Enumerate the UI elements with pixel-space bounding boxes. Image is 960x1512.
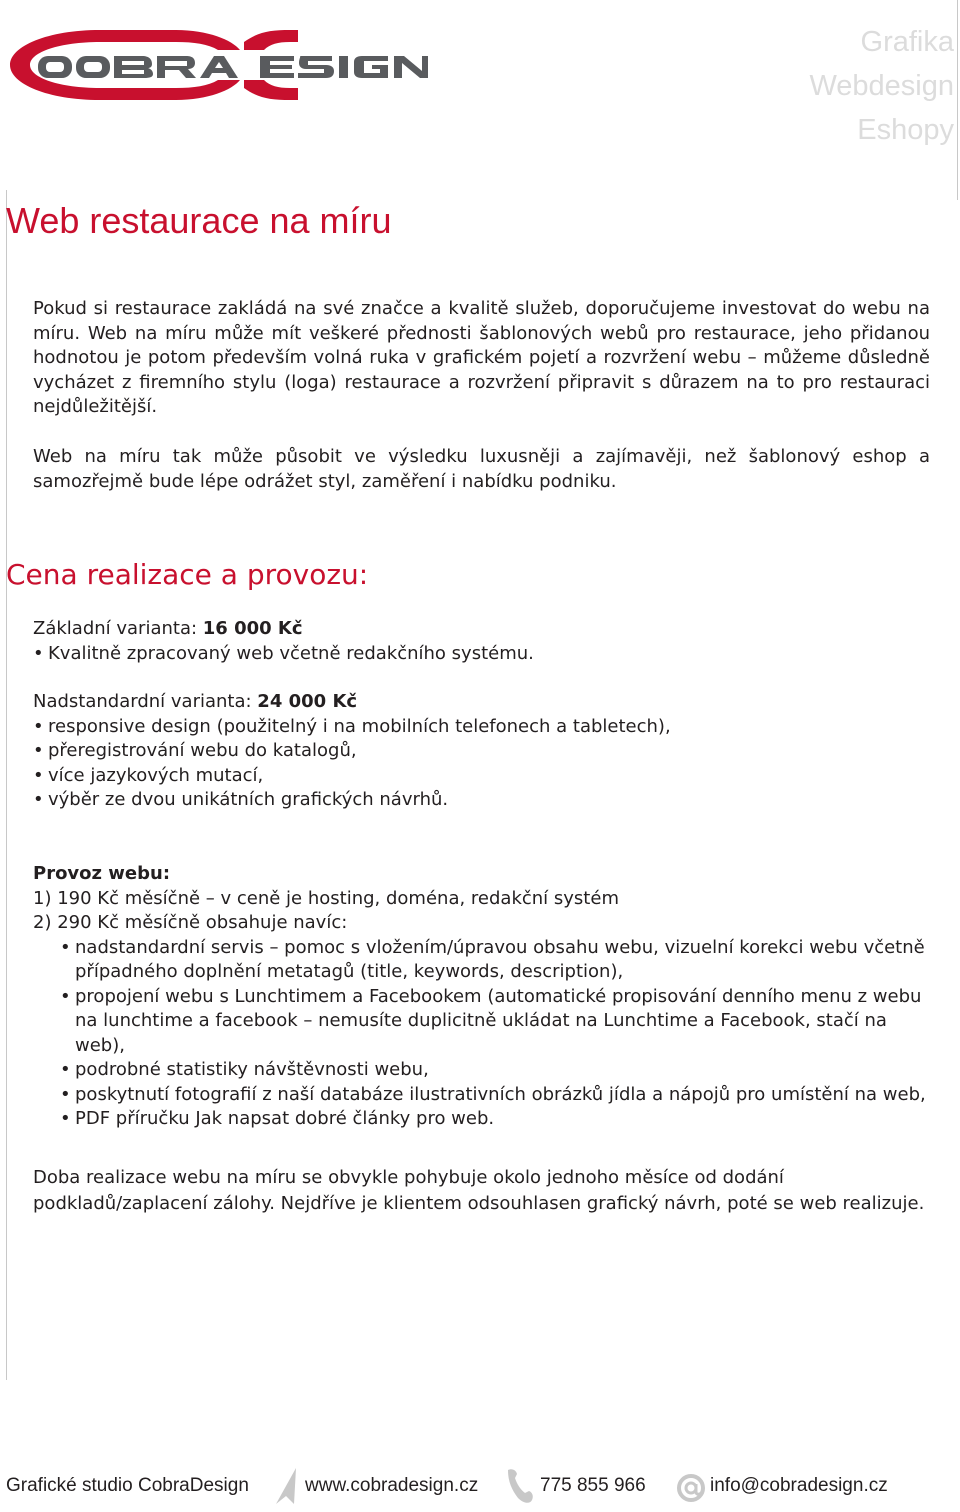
premium-variant-line (33, 690, 933, 715)
arrow-cursor-icon (272, 1464, 302, 1512)
footer-phone[interactable]: 775 855 966 (540, 1475, 646, 1496)
list-item: • responsive design (použitelný i na mobilních telefonech a tabletech), (33, 715, 933, 740)
phone-handset-icon (504, 1464, 534, 1512)
operations-option-2: 2) 290 Kč měsíčně obsahuje navíc: (33, 912, 348, 933)
list-item: • přeregistrování webu do katalogů, (33, 739, 933, 764)
list-item: • více jazykových mutací, (33, 764, 933, 789)
list-item: • výběr ze dvou unikátních grafických návrhů. (33, 788, 933, 813)
list-item: • propojení webu s Lunchtimem a Facebookem (automatické propisování denního menu z webu na lunchtime a facebook – nemusíte duplicitně ukládat na Lunchtime a Facebook, stačí na web), (33, 985, 933, 1059)
list-item: • Kvalitně zpracovaný web včetně redakčního systému. (33, 642, 933, 667)
list-item: • podrobné statistiky návštěvnosti webu, (33, 1058, 933, 1083)
operations-list (33, 936, 933, 1132)
footer-email[interactable]: info@cobradesign.cz (710, 1475, 888, 1496)
footer-studio-name: Grafické studio CobraDesign (6, 1475, 249, 1496)
operations-option-1: 1) 190 Kč měsíčně – v ceně je hosting, doména, redakční systém (33, 887, 619, 909)
right-divider-line (957, 0, 958, 200)
premium-variant-price: 24 000 Kč (257, 691, 358, 712)
intro-paragraph-2: Web na míru tak může působit ve výsledku luxusněji a zajímavěji, než šablonový eshop a samozřejmě bude lépe odrážet styl, zaměření i nabídku podniku. (33, 446, 930, 492)
list-item: • poskytnutí fotografií z naší databáze ilustrativních obrázků jídla a nápojů pro umístění na web, (33, 1083, 933, 1108)
list-item: • PDF příručku Jak napsat dobré články pro web. (33, 1107, 933, 1132)
basic-variant (33, 617, 933, 666)
list-item: • nadstandardní servis – pomoc s vložením/úpravou obsahu webu, vizuelní korekci webu včetně případného doplnění metatagů (title, keywords, description), (33, 936, 933, 985)
basic-variant-price: 16 000 Kč (202, 618, 303, 639)
at-sign-icon (676, 1464, 706, 1512)
premium-variant-label: Nadstandardní varianta: (33, 691, 258, 712)
basic-variant-list (33, 642, 933, 667)
cobradesign-logo[interactable] (8, 28, 428, 102)
basic-variant-line (33, 617, 933, 642)
tagline-webdesign: Webdesign (809, 70, 954, 102)
footer-web-link[interactable]: www.cobradesign.cz (305, 1475, 479, 1496)
closing-paragraph: Doba realizace webu na míru se obvykle pohybuje okolo jednoho měsíce od dodání podkladů/zaplacení zálohy. Nejdříve je klientem odsouhlasen grafický návrh, poté se web realizuje. (33, 1167, 925, 1214)
footer (0, 1462, 960, 1510)
tagline-eshopy: Eshopy (857, 114, 954, 146)
tagline-grafika: Grafika (860, 26, 954, 58)
page-title: Web restaurace na míru (6, 200, 392, 241)
basic-variant-label: Základní varianta: (33, 618, 203, 639)
premium-variant-list (33, 715, 933, 813)
intro-paragraph-1: Pokud si restaurace zakládá na své značce a kvalitě služeb, doporučujeme investovat do webu na míru. Web na míru může mít veškeré přednosti šablonových webů pro restaurace, jeho přidanou hodnotou je potom především volná ruka v grafickém pojetí a rozvržení webu – můžeme důsledně vycházet z firemního stylu (loga) restaurace a rozvržení připravit s důrazem na to pro restauraci nejdůležitější. (33, 298, 930, 417)
operations-section (33, 862, 933, 1132)
pricing-heading: Cena realizace a provozu: (6, 558, 369, 591)
tagline (809, 20, 954, 152)
operations-heading: Provoz webu: (33, 863, 171, 884)
left-divider-line (6, 190, 7, 1380)
premium-variant (33, 690, 933, 813)
